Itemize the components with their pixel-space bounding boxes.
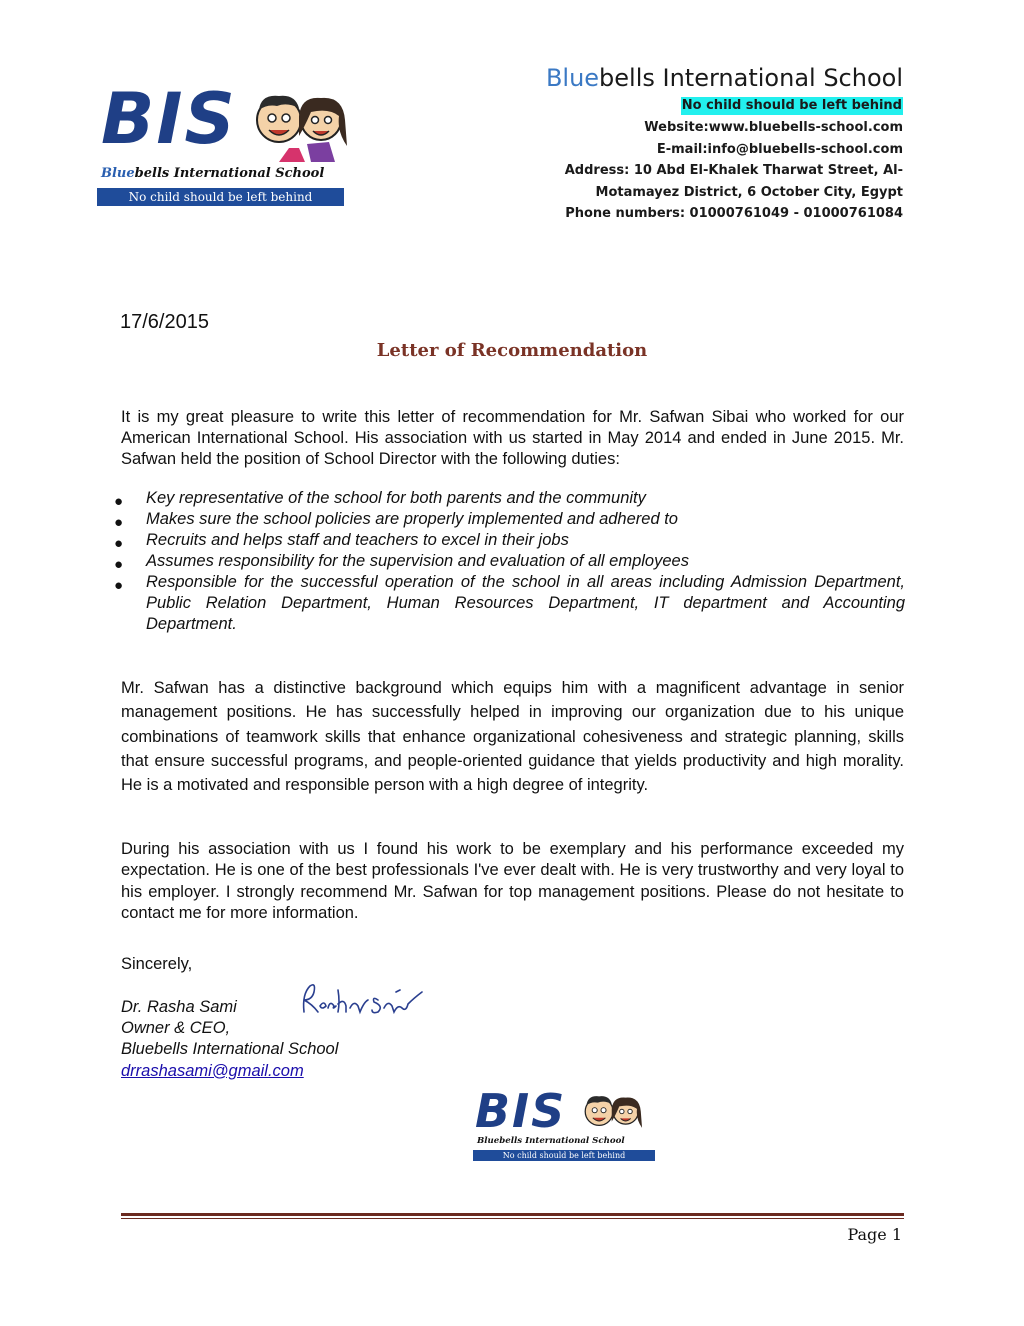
logo-letters: BIS [101,78,237,160]
school-address-line-1: Address: 10 Abd El-Khalek Tharwat Street, Al- [564,163,903,178]
signer-email-link[interactable]: drrashasami@gmail.com [121,1061,304,1080]
footer-divider [121,1213,904,1216]
bullet-icon: ● [114,535,124,552]
logo-letters: BIS [475,1084,567,1138]
list-item: ● Assumes responsibility for the supervision and evaluation of all employees [114,552,689,573]
list-item: ● Responsible for the successful operation of the school in all areas including Admission Department, Public Relation Department, Human Resources Department, IT department and Accounting Department. [114,573,905,633]
list-item: ● Recruits and helps staff and teachers to excel in their jobs [114,531,569,552]
logo-motto-band: No child should be left behind [97,188,344,206]
closing: Sincerely, [121,955,193,973]
signer-name: Dr. Rasha Sami [121,998,237,1016]
logo-school-name: Bluebells International School [477,1136,625,1146]
list-item: ● Makes sure the school policies are properly implemented and adhered to [114,510,678,531]
performance-paragraph: During his association with us I found his work to be exemplary and his performance exceeded my expectation. He is one of the best professionals I've ever dealt with. He is very trustworthy and very loyal to his employer. I strongly recommend Mr. Safwan for top management positions. Please do not hesitate to contact me for more information. [121,840,904,922]
letter-date: 17/6/2015 [120,311,209,333]
signature-block [121,997,338,1082]
school-logo [97,78,347,210]
page-number: Page 1 [847,1225,902,1244]
duties-list [113,488,905,635]
school-address-line-2: Motamayez District, 6 October City, Egypt [595,184,903,200]
school-motto: No child should be left behind [681,98,902,113]
bullet-icon: ● [114,493,124,510]
intro-paragraph: It is my great pleasure to write this letter of recommendation for Mr. Safwan Sibai who worked for our American International School. His association with us started in May 2014 and ended in June 2015. Mr. Safwan held the position of School Director with the following duties: [121,408,904,468]
school-website: Website:www.bluebells-school.com [644,120,903,135]
signer-role: Owner & CEO, [121,1019,231,1038]
school-logo-footer [473,1084,657,1160]
kids-mascot-icon [249,86,353,162]
logo-school-name: Bluebells International School [101,166,325,181]
bullet-icon: ● [114,514,124,531]
letter-title: Letter of Recommendation [376,340,648,361]
background-paragraph: Mr. Safwan has a distinctive background which equips him with a magnificent advantage in senior management positions. He has successfully helped in improving our organization due to his unique combinations of teamwork skills that enhance organizational cohesiveness and strategic planning, skills that ensure successful programs, and people-oriented guidance that yields productivity and high morality. He is a motivated and responsible person with a high degree of integrity. [121,679,904,795]
list-item: ● Key representative of the school for both parents and the community [114,489,646,510]
school-header [546,62,903,225]
footer-divider-thin [121,1218,904,1219]
school-phones: Phone numbers: 01000761049 - 01000761084 [565,206,903,221]
school-title: Bluebells International School [545,64,903,92]
bullet-icon: ● [114,556,124,573]
school-email: E-mail:info@bluebells-school.com [656,141,903,157]
kids-mascot-icon [571,1090,655,1138]
logo-motto-band: No child should be left behind [473,1150,655,1161]
signer-organization: Bluebells International School [121,1040,339,1059]
bullet-icon: ● [114,577,124,594]
